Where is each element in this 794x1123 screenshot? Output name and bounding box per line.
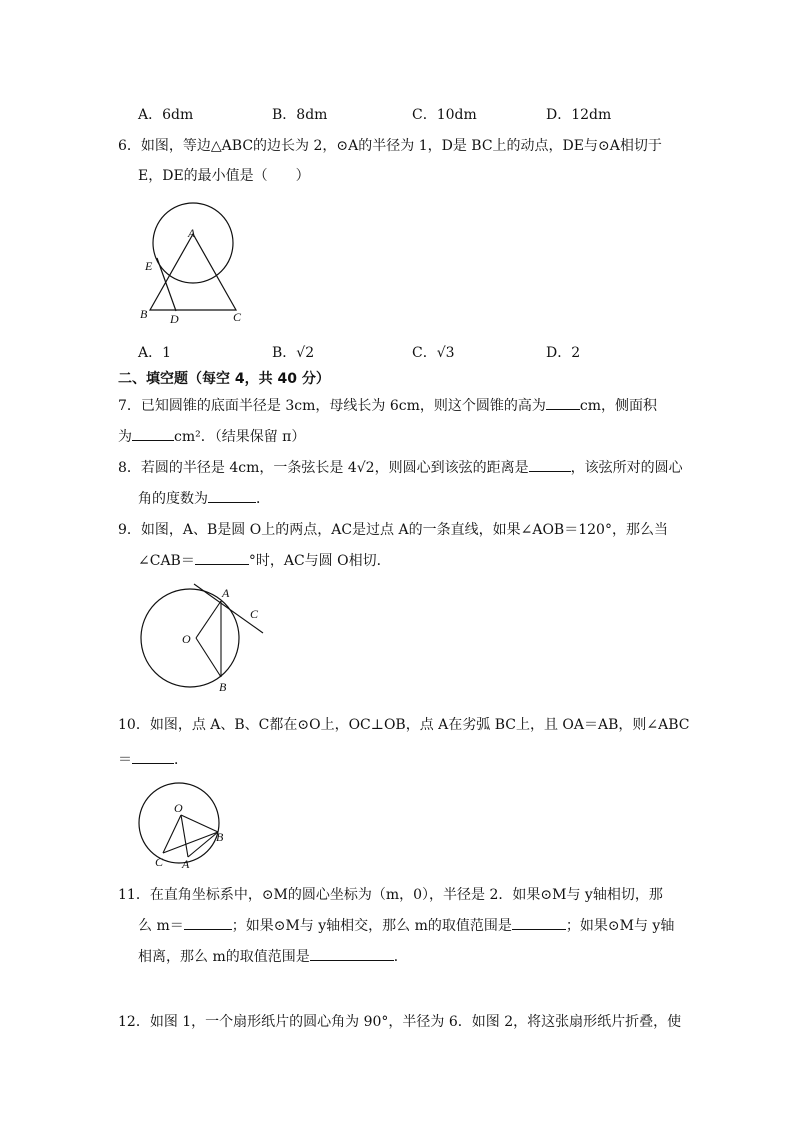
q11-blank-tangent [184,915,232,930]
q8-text-d: ． [256,491,270,507]
q8-blank-distance [529,457,571,472]
label-c: C [233,310,242,324]
label-e: E [145,259,153,273]
q5-option-a: A．6dm [138,107,194,123]
q11-text-e: ． [393,949,408,965]
label-c: C [155,855,164,869]
q8-text-b: ，该弦所对的圆心 [570,460,683,476]
q6-option-d: D．2 [546,345,581,361]
q11-blank-intersect [512,915,566,930]
q5-option-b: B．8dm [272,107,328,123]
q11-text-d: 相离，那么 m的取值范围是 [138,949,310,965]
q7-text-d: cm²．（结果保留 π） [174,429,306,445]
segment-de [157,258,176,311]
label-d: D [170,312,179,326]
q10-text-a: ＝ [118,752,132,768]
q12-text-line1: 12．如图 1，一个扇形纸片的圆心角为 90°，半径为 6．如图 2，将这张扇形纸片折叠，使 [118,1014,682,1030]
q8-text-c: 角的度数为 [138,491,208,507]
label-a: A [182,857,190,870]
q10-blank-angle [132,749,174,764]
radius-ob [181,815,218,832]
q11-blank-separate [310,946,394,961]
q6-text-line2: E，DE的最小值是（ ） [138,168,310,184]
q11-text-b: ；如果⊙M与 y轴相交，那么 m的取值范围是 [231,918,512,934]
q8-line1 [118,457,683,477]
q5-option-c: C．10dm [412,107,477,123]
radius-oa [196,601,221,638]
q6-figure [130,190,260,330]
q7-text-c: 为 [118,429,132,445]
q7-text-a: 7．已知圆锥的底面半径是 3cm，母线长为 6cm，则这个圆锥的高为 [118,398,546,414]
q8-text-a: 8．若圆的半径是 4cm，一条弦长是 4√2，则圆心到该弦的距离是 [118,460,529,476]
q9-text-b: °时，AC与圆 O相切． [248,553,391,569]
q11-text-c: ；如果⊙M与 y轴 [565,918,675,934]
q5-option-d: D．12dm [546,107,612,123]
section-title: 二、填空题（每空 4，共 40 分） [118,371,330,387]
q11-text-line1: 11．在直角坐标系中，⊙M的圆心坐标为（m，0），半径是 2．如果⊙M与 y轴相切，那 [118,887,663,903]
q10-figure [133,775,233,870]
label-b: B [216,830,224,844]
q7-line2 [118,426,305,446]
label-b: B [219,680,227,694]
q6-option-b: B．√2 [272,345,315,361]
q10-line2 [118,749,188,769]
q6-option-c: C．√3 [412,345,455,361]
triangle-abc [150,234,236,310]
q9-text-line1: 9．如图，A、B是圆 O上的两点，AC是过点 A的一条直线，如果∠AOB＝120°，那么当 [118,522,668,538]
radius-oa [181,815,188,857]
q7-blank-height [546,395,580,410]
q11-line3 [138,946,408,966]
label-o: O [182,632,191,646]
q9-line2 [138,550,391,570]
label-c: C [250,607,259,621]
q7-line1 [118,395,657,415]
q11-text-a: 么 m＝ [138,918,184,934]
q11-line2 [138,915,674,935]
circle-o [139,783,219,863]
q8-line2 [138,488,270,508]
q10-text-b: ． [174,752,188,768]
q7-blank-area [132,426,174,441]
radius-ob [196,638,221,677]
q6-option-a: A．1 [138,345,172,361]
q7-text-b: cm，侧面积 [579,398,657,414]
chord-ab [188,832,218,857]
label-o: O [174,801,183,815]
label-a: A [222,586,230,600]
circle-a [153,203,233,283]
label-b: B [140,307,148,321]
q9-text-a: ∠CAB＝ [138,553,195,569]
q9-blank-angle [195,550,249,565]
q8-blank-angle [208,488,256,503]
q10-text-line1: 10．如图，点 A、B、C都在⊙O上，OC⊥OB，点 A在劣弧 BC上，且 OA＝AB，则∠ABC [118,717,690,733]
q6-text-line1: 6．如图，等边△ABC的边长为 2，⊙A的半径为 1，D是 BC上的动点，DE与⊙A相切于 [118,138,662,154]
label-a: A [188,226,196,240]
q9-figure [135,578,275,698]
